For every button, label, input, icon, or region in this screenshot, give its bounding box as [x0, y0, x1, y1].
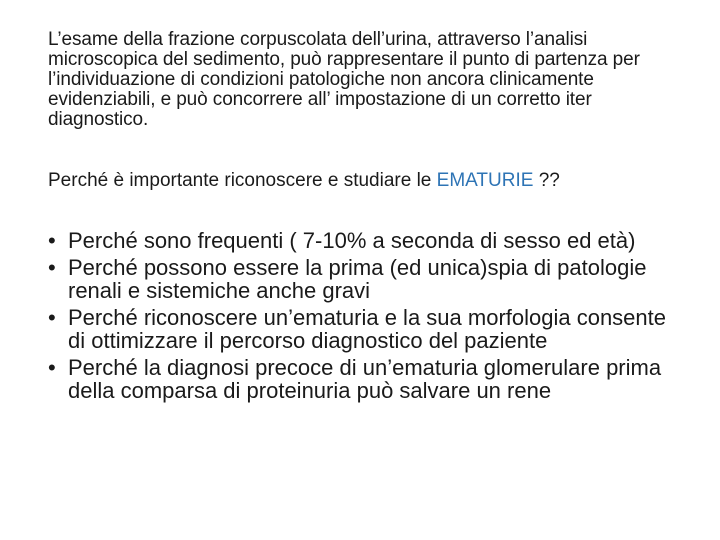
bullet-marker: • [48, 305, 56, 330]
question-suffix: ?? [533, 170, 560, 191]
list-item [48, 229, 688, 252]
list-item [48, 256, 688, 302]
list-item-text: Perché la diagnosi precoce di un’ematuria glomerulare prima della comparsa di proteinuria può salvare un rene [68, 355, 662, 403]
list-item [48, 306, 688, 352]
bullet-marker: • [48, 355, 56, 380]
intro-paragraph: L’esame della frazione corpuscolata dell’urina, attraverso l’analisi microscopica del sedimento, può rappresentare il punto di partenza per l’individuazione di condizioni patologiche non ancora clinicamente evidenziabili, e può concorrere all’ impostazione di un corretto iter diagnostico. [48, 29, 640, 130]
question-prefix: Perché è importante riconoscere e studiare le [48, 170, 437, 191]
question-line [48, 170, 698, 192]
list-item-text: Perché sono frequenti ( 7-10% a seconda di sesso ed età) [68, 228, 636, 253]
bullet-marker: • [48, 255, 56, 280]
reasons-list [48, 229, 688, 406]
ematurie-highlight: EMATURIE [436, 170, 534, 191]
list-item-text: Perché riconoscere un’ematuria e la sua morfologia consente di ottimizzare il percorso diagnostico del paziente [68, 305, 666, 353]
list-item-text: Perché possono essere la prima (ed unica)spia di patologie renali e sistemiche anche gravi [68, 255, 647, 303]
bullet-marker: • [48, 228, 56, 253]
list-item [48, 356, 688, 402]
